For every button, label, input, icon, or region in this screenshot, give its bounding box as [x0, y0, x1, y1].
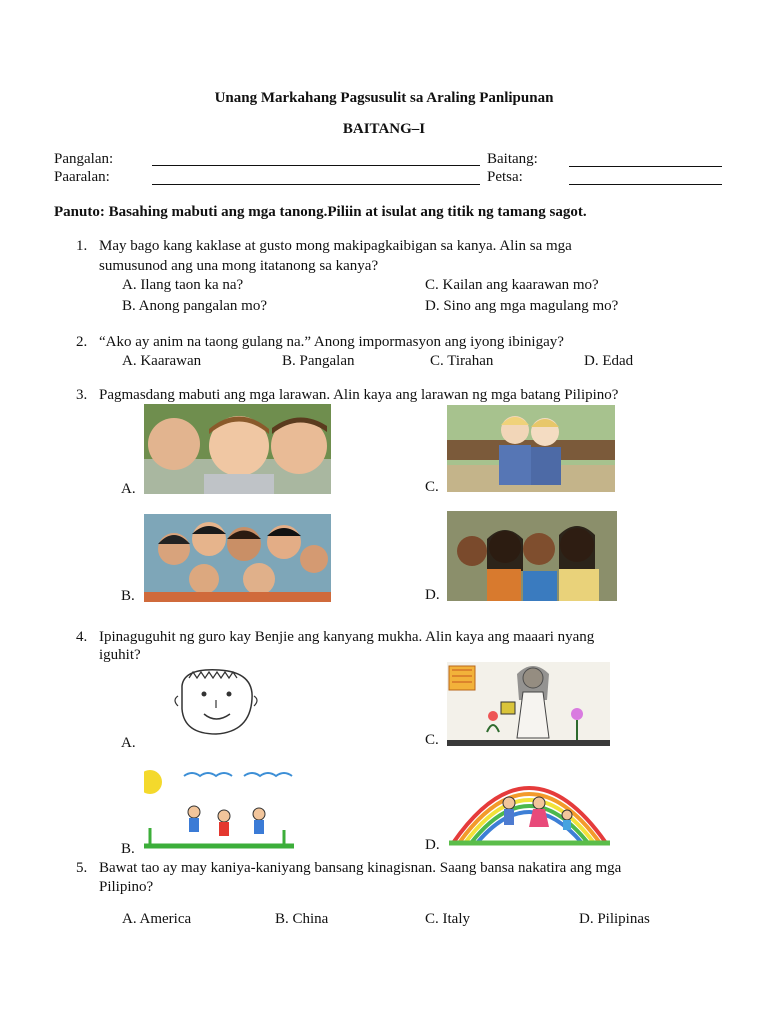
- q5-choice-b: B. China: [275, 911, 329, 927]
- name-field[interactable]: [152, 165, 480, 166]
- q2-choice-c: C. Tirahan: [430, 353, 494, 369]
- q3-label-a: A.: [121, 481, 136, 497]
- grade-title: BAITANG–I: [342, 121, 426, 137]
- q1-choice-d: D. Sino ang mga magulang mo?: [425, 298, 619, 314]
- date-label: Petsa:: [487, 169, 523, 185]
- q4-label-c: C.: [425, 732, 439, 748]
- q1-choice-c: C. Kailan ang kaarawan mo?: [425, 277, 599, 293]
- q2-choice-d: D. Edad: [584, 353, 634, 369]
- photo-boys-whispering: [144, 404, 331, 494]
- q3-label-d: D.: [425, 587, 440, 603]
- q2-choice-a: A. Kaarawan: [122, 353, 202, 369]
- q1-text-line1: May bago kang kaklase at gusto mong makipagkaibigan sa kanya. Alin sa mga: [99, 238, 572, 254]
- photo-two-blond-children: [447, 405, 615, 492]
- q5-number: 5.: [76, 860, 88, 876]
- q4-text-line1: Ipinaguguhit ng guro kay Benjie ang kanyang mukha. Alin kaya ang maaari nyang: [99, 629, 595, 645]
- q1-choice-a: A. Ilang taon ka na?: [122, 277, 244, 293]
- q5-choice-a: A. America: [122, 911, 192, 927]
- school-field[interactable]: [152, 184, 480, 185]
- drawing-family-under-rainbow: [449, 763, 610, 848]
- name-label: Pangalan:: [54, 151, 114, 167]
- exam-title: Unang Markahang Pagsusulit sa Araling Panlipunan: [214, 90, 554, 106]
- drawing-woman-with-flowers: [447, 662, 610, 746]
- q5-text-line1: Bawat tao ay may kaniya-kaniyang bansang kinagisnan. Saang bansa nakatira ang mga: [99, 860, 622, 876]
- q1-number: 1.: [76, 238, 88, 254]
- q3-text: Pagmasdang mabuti ang mga larawan. Alin kaya ang larawan ng mga batang Pilipino?: [99, 387, 619, 403]
- grade-field[interactable]: [569, 166, 722, 167]
- q4-text-line2: iguhit?: [99, 647, 141, 663]
- q2-choice-b: B. Pangalan: [282, 353, 355, 369]
- photo-filipino-girls: [447, 511, 617, 601]
- school-label: Paaralan:: [54, 169, 110, 185]
- q3-label-c: C.: [425, 479, 439, 495]
- q1-choice-b: B. Anong pangalan mo?: [122, 298, 267, 314]
- q5-text-line2: Pilipino?: [99, 879, 154, 895]
- q5-choice-c: C. Italy: [425, 911, 470, 927]
- q2-text: “Ako ay anim na taong gulang na.” Anong impormasyon ang iyong ibinigay?: [99, 334, 564, 350]
- q2-number: 2.: [76, 334, 88, 350]
- q1-text-line2: sumusunod ang una mong itatanong sa kanya?: [99, 258, 379, 274]
- grade-label: Baitang:: [487, 151, 538, 167]
- q4-label-b: B.: [121, 841, 135, 857]
- q4-label-d: D.: [425, 837, 440, 853]
- q3-number: 3.: [76, 387, 88, 403]
- instructions: Panuto: Basahing mabuti ang mga tanong.Piliin at isulat ang titik ng tamang sagot.: [54, 204, 587, 220]
- q5-choice-d: D. Pilipinas: [579, 911, 650, 927]
- drawing-face: [144, 664, 300, 739]
- drawing-family-under-sky: [144, 768, 294, 853]
- photo-group-of-kids: [144, 514, 331, 602]
- q4-label-a: A.: [121, 735, 136, 751]
- q3-label-b: B.: [121, 588, 135, 604]
- date-field[interactable]: [569, 184, 722, 185]
- q4-number: 4.: [76, 629, 88, 645]
